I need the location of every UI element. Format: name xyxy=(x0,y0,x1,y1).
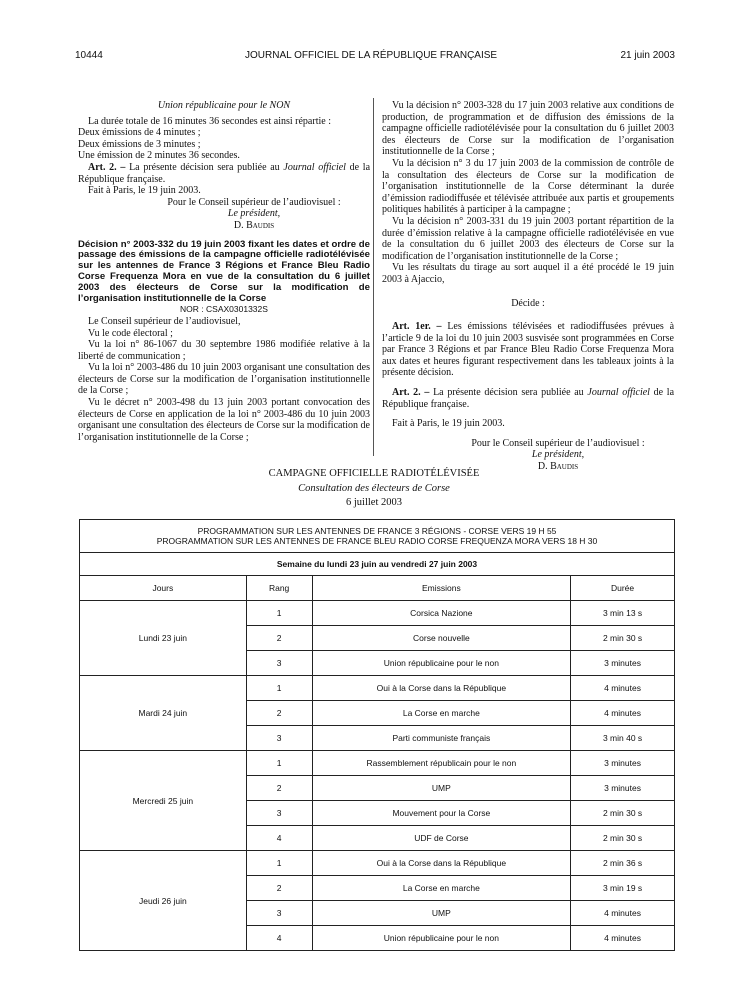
union-title: Union républicaine pour le NON xyxy=(157,100,291,111)
duree-cell: 3 min 13 s xyxy=(571,601,675,626)
table-row xyxy=(80,601,675,626)
page-header xyxy=(75,50,675,64)
signature-name: D. Baudis xyxy=(233,219,275,231)
table-title-row xyxy=(80,520,675,553)
list-item: Deux émissions de 3 minutes ; xyxy=(78,138,201,150)
paragraph: Vu la décision n° 2003-331 du 19 juin 2003 portant répartition de la durée d’émission relative à la campagne officielle radiotélévisée en vue de la consultation du 6 juillet 2003 des électeurs de Corse sur la modification de l’organisation institutionnelle de la Corse ; xyxy=(382,215,674,262)
left-column xyxy=(78,100,370,443)
table-row xyxy=(80,751,675,776)
rang-cell: 3 xyxy=(246,726,312,751)
emission-cell: UDF de Corse xyxy=(312,826,571,851)
rang-cell: 1 xyxy=(246,601,312,626)
duree-cell: 2 min 36 s xyxy=(571,851,675,876)
emission-cell: Corse nouvelle xyxy=(312,626,571,651)
table-row xyxy=(80,851,675,876)
article-2: Art. 2. – La présente décision sera publiée au Journal officiel de la République française. xyxy=(78,161,371,185)
decision-title: Décision n° 2003-332 du 19 juin 2003 fixant les dates et ordre de passage des émissions de la campagne officielle radiotélévisée sur les antennes de France 3 Régions et France Bleu Radio Corse Frequenza Mora en vue de la consultation du 6 juillet 2003 des électeurs de Corse sur la modification de l’organisation institutionnelle de la Corse xyxy=(78,238,370,304)
paragraph: Vu la loi n° 2003-486 du 10 juin 2003 organisant une consultation des électeurs de Corse sur la modification de l’organisation institutionnelle de la Corse ; xyxy=(78,362,370,397)
decide: Décide : xyxy=(511,297,545,309)
header-date: 21 juin 2003 xyxy=(620,50,675,61)
emission-cell: La Corse en marche xyxy=(312,876,571,901)
duration-text: La durée totale de 16 minutes 36 secondes est ainsi répartie : xyxy=(88,115,331,127)
duree-cell: 4 minutes xyxy=(571,676,675,701)
rang-cell: 4 xyxy=(246,826,312,851)
list-item: Une émission de 2 minutes 36 secondes. xyxy=(78,150,240,162)
column-header: Rang xyxy=(246,576,312,601)
rang-cell: 2 xyxy=(246,701,312,726)
fait-a-paris: Fait à Paris, le 19 juin 2003. xyxy=(392,418,505,430)
rang-cell: 4 xyxy=(246,926,312,951)
emission-cell: UMP xyxy=(312,901,571,926)
emission-cell: Parti communiste français xyxy=(312,726,571,751)
day-cell: Mercredi 25 juin xyxy=(80,751,247,851)
duree-cell: 3 minutes xyxy=(571,651,675,676)
paragraph: Vu les résultats du tirage au sort auquel il a été procédé le 19 juin 2003 à Ajaccio, xyxy=(382,262,674,285)
article-label: Art. 2. – xyxy=(88,161,126,173)
duree-cell: 3 minutes xyxy=(571,751,675,776)
day-cell: Lundi 23 juin xyxy=(80,601,247,676)
article-label: Art. 1er. – xyxy=(392,321,442,333)
rang-cell: 1 xyxy=(246,676,312,701)
journal-title: JOURNAL OFFICIEL DE LA RÉPUBLIQUE FRANÇAISE xyxy=(245,50,498,61)
duree-cell: 3 minutes xyxy=(571,776,675,801)
emission-cell: La Corse en marche xyxy=(312,701,571,726)
duree-cell: 4 minutes xyxy=(571,701,675,726)
duree-cell: 2 min 30 s xyxy=(571,826,675,851)
table-title: PROGRAMMATION SUR LES ANTENNES DE FRANCE 3 RÉGIONS - CORSE VERS 19 H 55 PROGRAMMATION SUR LES ANTENNES DE FRANCE BLEU RADIO CORSE FREQUENZA MORA VERS 18 H 30 xyxy=(80,520,675,553)
signature-title: Le président, xyxy=(531,449,585,461)
rang-cell: 2 xyxy=(246,876,312,901)
table-body xyxy=(80,601,675,951)
rang-cell: 3 xyxy=(246,901,312,926)
nor-reference: NOR : CSAX0301332S xyxy=(180,304,268,315)
article-2: Art. 2. – La présente décision sera publiée au Journal officiel de la République française. xyxy=(382,387,675,410)
right-column xyxy=(382,100,674,473)
column-header: Durée xyxy=(571,576,675,601)
article-label: Art. 2. – xyxy=(392,387,430,399)
signature-line: Pour le Conseil supérieur de l’audiovisuel : xyxy=(471,437,645,449)
column-header: Jours xyxy=(80,576,247,601)
rang-cell: 1 xyxy=(246,751,312,776)
article-1: Art. 1er. – Les émissions télévisées et radiodiffusées prévues à l’article 9 de la loi du 10 juin 2003 susvisée sont programmées en Corse par France 3 Régions et par France Bleu Radio Corse Frequenza Mora aux dates et heures figurant respectivement dans les tableaux joints à la présente décision. xyxy=(382,321,675,379)
day-cell: Mardi 24 juin xyxy=(80,676,247,751)
paragraph: Vu la décision n° 3 du 17 juin 2003 de la commission de contrôle de la consultation des électeurs de Corse sur la modification de l’organisation institutionnelle de la Corse déterminant la durée d’émission radiodiffusée et télévisée attribuée aux partis et groupements politiques habilités à participer à la campagne ; xyxy=(382,157,674,216)
rang-cell: 3 xyxy=(246,651,312,676)
header-row xyxy=(80,576,675,601)
rang-cell: 3 xyxy=(246,801,312,826)
emission-cell: Rassemblement républicain pour le non xyxy=(312,751,571,776)
campaign-title: CAMPAGNE OFFICIELLE RADIOTÉLÉVISÉE xyxy=(268,468,480,479)
paragraph: Vu la décision n° 2003-328 du 17 juin 2003 relative aux conditions de production, de programmation et de diffusion des émissions de la campagne officielle radiotélévisée pour la consultation du 6 juillet 2003 des électeurs de Corse sur la modification de l’organisation institutionnelle de la Corse ; xyxy=(382,100,674,158)
fait-a-paris: Fait à Paris, le 19 juin 2003. xyxy=(88,185,201,197)
campaign-heading xyxy=(0,467,748,511)
week-row xyxy=(80,553,675,576)
rang-cell: 2 xyxy=(246,626,312,651)
table-row xyxy=(80,676,675,701)
paragraph: Vu le code électoral ; xyxy=(88,327,173,339)
signature-line: Pour le Conseil supérieur de l’audiovisuel : xyxy=(167,196,341,208)
page-number: 10444 xyxy=(75,50,103,61)
paragraph: Le Conseil supérieur de l’audiovisuel, xyxy=(88,315,241,327)
paragraph: Vu le décret n° 2003-498 du 13 juin 2003 portant convocation des électeurs de Corse en application de la loi n° 2003-486 du 10 juin 2003 organisant une consultation des électeurs de Corse sur la modification de l’organisation institutionnelle de la Corse ; xyxy=(78,397,370,443)
column-header: Emissions xyxy=(312,576,571,601)
emission-cell: Oui à la Corse dans la République xyxy=(312,851,571,876)
duree-cell: 2 min 30 s xyxy=(571,626,675,651)
column-divider xyxy=(373,98,374,456)
emission-cell: Corsica Nazione xyxy=(312,601,571,626)
paragraph: Vu la loi n° 86-1067 du 30 septembre 1986 modifiée relative à la liberté de communication ; xyxy=(78,339,370,362)
schedule-table xyxy=(79,519,675,951)
emission-cell: Oui à la Corse dans la République xyxy=(312,676,571,701)
duree-cell: 3 min 40 s xyxy=(571,726,675,751)
rang-cell: 2 xyxy=(246,776,312,801)
campaign-date: 6 juillet 2003 xyxy=(346,497,402,508)
duree-cell: 3 min 19 s xyxy=(571,876,675,901)
day-cell: Jeudi 26 juin xyxy=(80,851,247,951)
duree-cell: 4 minutes xyxy=(571,926,675,951)
emission-cell: Union républicaine pour le non xyxy=(312,926,571,951)
rang-cell: 1 xyxy=(246,851,312,876)
emission-cell: Union républicaine pour le non xyxy=(312,651,571,676)
signature-name: D. Baudis xyxy=(537,461,579,473)
list-item: Deux émissions de 4 minutes ; xyxy=(78,127,201,139)
signature-title: Le président, xyxy=(227,208,281,220)
emission-cell: UMP xyxy=(312,776,571,801)
emission-cell: Mouvement pour la Corse xyxy=(312,801,571,826)
duree-cell: 4 minutes xyxy=(571,901,675,926)
campaign-subtitle: Consultation des électeurs de Corse xyxy=(298,482,450,494)
week-label: Semaine du lundi 23 juin au vendredi 27 juin 2003 xyxy=(80,553,675,576)
duree-cell: 2 min 30 s xyxy=(571,801,675,826)
